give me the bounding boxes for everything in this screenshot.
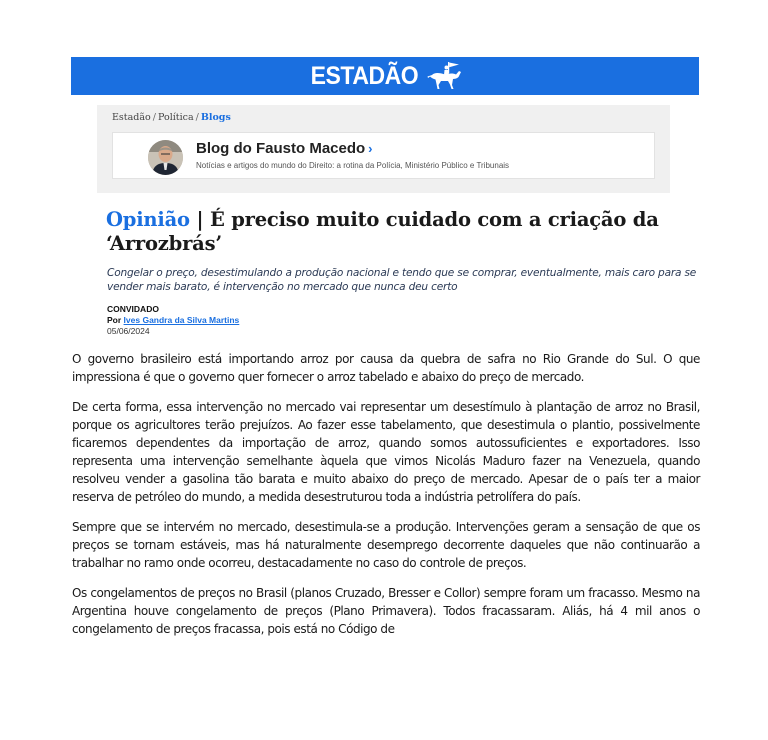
article-subtitle: Congelar o preço, desestimulando a produção nacional e tendo que se comprar, eventualmente, mais caro para se vender mais barato, é intervenção no mercado que nunca deu certo <box>107 267 697 293</box>
breadcrumb-separator: / <box>195 112 199 123</box>
publish-date: 05/06/2024 <box>107 326 150 336</box>
article-headline <box>106 208 686 256</box>
paragraph: O governo brasileiro está importando arroz por causa da quebra de safra no Rio Grande do Sul. O que impressiona é que o governo quer fornecer o arroz tabelado e abaixo do preço de mercado. <box>72 352 700 384</box>
breadcrumb-item-politica[interactable]: Política <box>157 112 194 123</box>
byline-prefix: Por <box>107 315 122 325</box>
author-avatar <box>148 140 183 175</box>
blog-title: Blog do Fausto Macedo <box>196 140 366 157</box>
masthead <box>71 57 699 95</box>
article-body <box>72 350 700 638</box>
byline-label: CONVIDADO <box>107 304 159 314</box>
title-separator: | <box>189 208 210 231</box>
author-link[interactable]: Ives Gandra da Silva Martins <box>123 315 240 325</box>
breadcrumb-separator: / <box>152 112 156 123</box>
blog-header-section <box>97 105 670 193</box>
paragraph: Os congelamentos de preços no Brasil (planos Cruzado, Bresser e Collor) sempre foram um fracasso. Mesmo na Argentina houve congelamento de preços (Plano Primavera). Todos fracassaram. Aliás, há 4 mil anos o congelamento de preços fracassa, pois está no Código de <box>72 586 700 636</box>
estadao-logo[interactable]: ESTADÃO <box>310 61 418 90</box>
section-kicker[interactable]: Opinião <box>106 208 190 231</box>
avatar-portrait-icon <box>148 140 183 175</box>
blog-card[interactable] <box>112 132 655 179</box>
blog-title-link[interactable] <box>196 140 373 157</box>
blog-description: Notícias e artigos do mundo do Direito: a rotina da Polícia, Ministério Público e Tribunais <box>196 161 510 170</box>
article-title: É preciso muito cuidado com a criação da ‘Arrozbrás’ <box>106 208 659 255</box>
breadcrumb-item-blogs[interactable]: Blogs <box>200 112 231 123</box>
paragraph: Sempre que se intervém no mercado, desestimula-se a produção. Intervenções geram a sensação de que os preços se tornam estáveis, mas há naturalmente desemprego decorrente daqueles que não continuarão a trabalhar no ramo onde ocorreu, destacadamente no caso do controle de preços. <box>72 520 700 570</box>
horse-rider-icon <box>426 61 464 91</box>
breadcrumb-item-estadao[interactable]: Estadão <box>112 112 151 123</box>
breadcrumb <box>112 112 231 123</box>
byline-author <box>107 315 239 325</box>
paragraph: De certa forma, essa intervenção no mercado vai representar um desestímulo à plantação de arroz no Brasil, porque os agricultores terão prejuízos. Ao fazer esse tabelamento, que desestimula o plantio, possivelmente ficaremos dependentes da importação de arroz, quando somos autossuficientes e exportadores. Isso representa uma intervenção semelhante àquela que vimos Nicolás Maduro fazer na Venezuela, quando resolveu vender a gasolina tão barata e muito abaixo do preço de mercado. Apesar de o país ter a maior reserva de petróleo do mundo, a medida desestruturou toda a indústria petrolífera do país. <box>72 400 700 504</box>
chevron-right-icon: › <box>368 141 373 156</box>
